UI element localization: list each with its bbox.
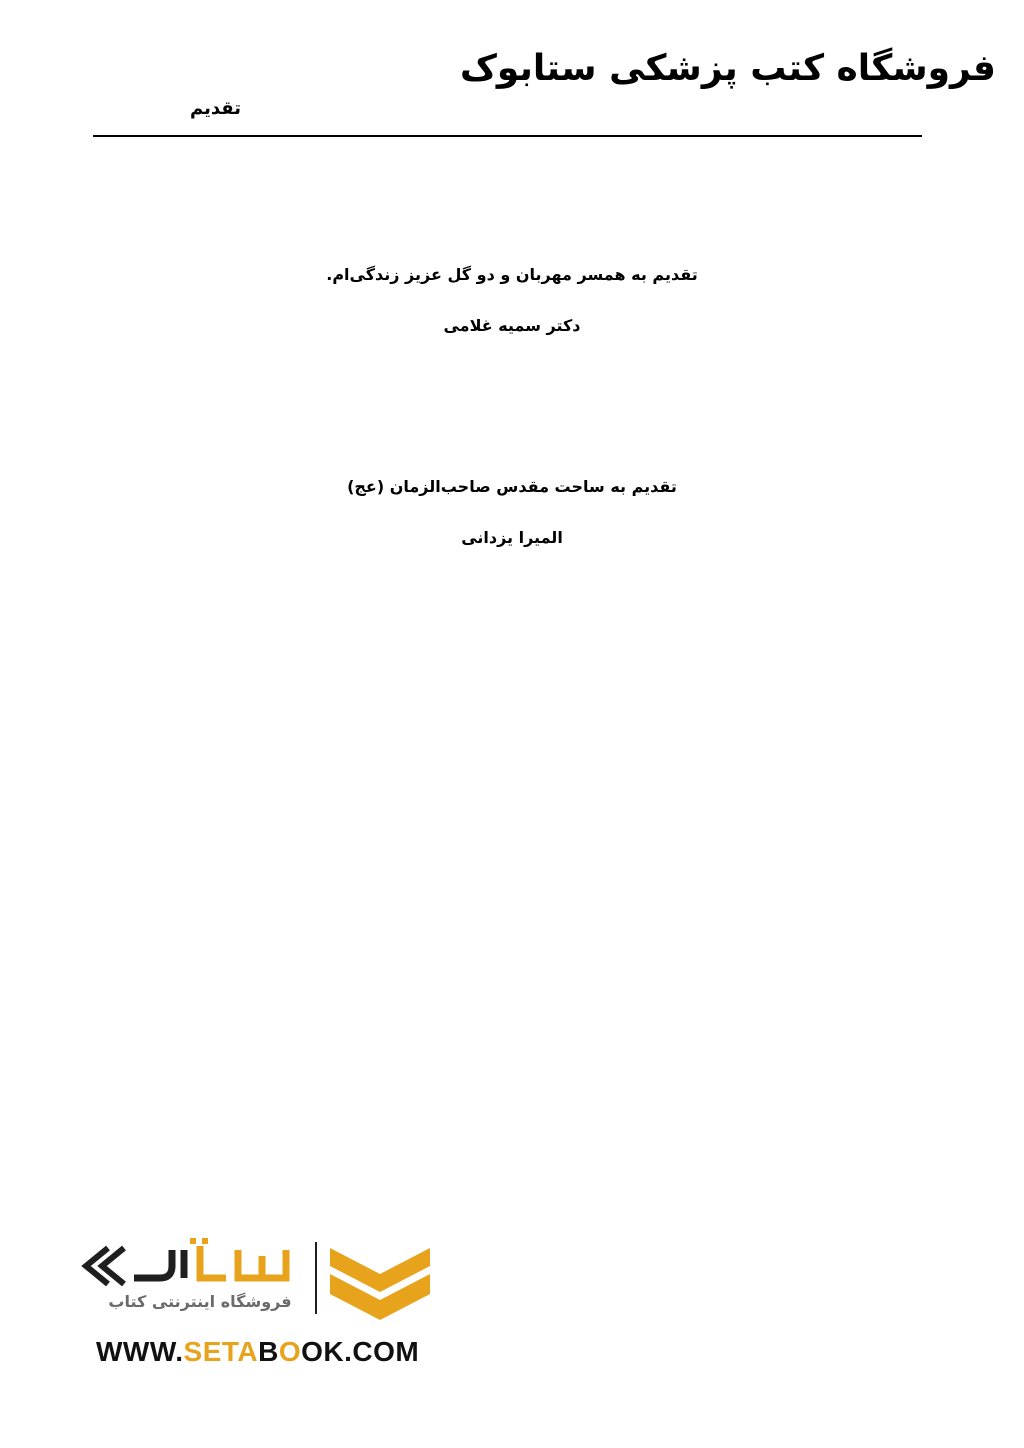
dedication-1-author: دکتر سمیه غلامی [443, 316, 581, 335]
book-chevron-icon [328, 1240, 432, 1322]
logo-url-mid: B [258, 1336, 279, 1367]
logo-subtitle: فروشگاه اینترنتی کتاب [108, 1292, 292, 1311]
logo-divider [315, 1242, 317, 1314]
page-header-title: فروشگاه کتب پزشکی ستابوک [459, 48, 996, 89]
logo-url-accent-1: SETA [183, 1336, 259, 1367]
dedication-2-author: المیرا یزدانی [461, 528, 563, 547]
logo-url [96, 1336, 419, 1368]
section-label: تقدیم [190, 98, 241, 119]
setabook-brand-mark [80, 1238, 302, 1294]
logo-url-prefix: WWW. [96, 1336, 184, 1367]
dedication-2-text: تقدیم به ساحت مقدس صاحب‌الزمان (عج) [347, 477, 677, 496]
logo-url-accent-2: O [278, 1336, 302, 1367]
dedication-1-text: تقدیم به همسر مهربان و دو گل عزیز زندگی‌ام. [326, 265, 698, 284]
logo-url-suffix: OK.COM [301, 1336, 420, 1367]
setabook-logo [80, 1236, 440, 1376]
header-rule [93, 135, 922, 137]
